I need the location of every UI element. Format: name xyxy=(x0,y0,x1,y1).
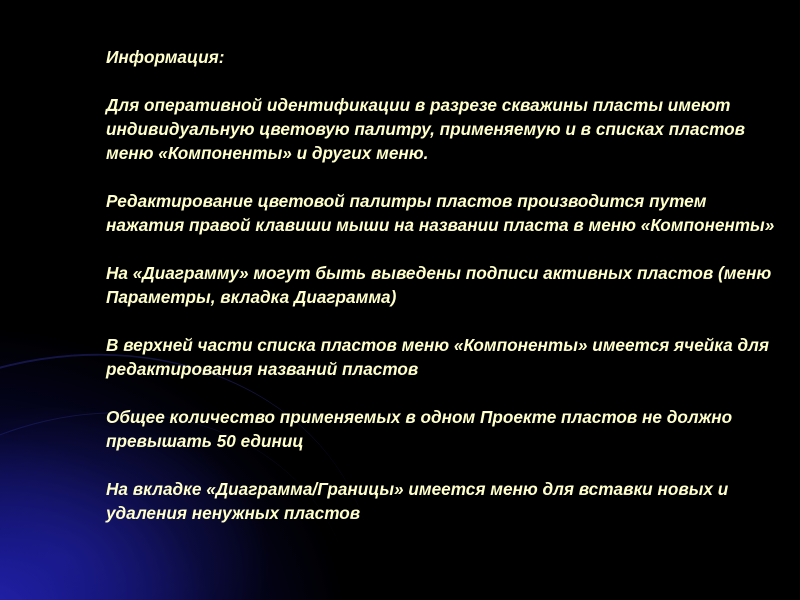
paragraph-layer-limit: Общее количество применяемых в одном Проекте пластов не должно превышать 50 единиц xyxy=(106,407,733,451)
paragraph-color-palette: Для оперативной идентификации в разрезе скважины пласты имеют индивидуальную цветовую палитру, применяемую и в списках пластов меню «Компоненты» и других меню. xyxy=(106,95,745,163)
paragraph-insert-delete: На вкладке «Диаграмма/Границы» имеется меню для вставки новых и удаления ненужных пластов xyxy=(106,479,729,523)
paragraph-name-cell: В верхней части списка пластов меню «Компоненты» имеется ячейка для редактирования названий пластов xyxy=(106,335,769,379)
paragraph-diagram-labels: На «Диаграмму» могут быть выведены подписи активных пластов (меню Параметры, вкладка Диаграмма) xyxy=(106,263,772,307)
text-body xyxy=(106,45,776,549)
paragraph-editing-palette: Редактирование цветовой палитры пластов производится путем нажатия правой клавиши мыши на названии пласта в меню «Компоненты» xyxy=(106,191,775,235)
info-heading: Информация: xyxy=(106,47,225,67)
